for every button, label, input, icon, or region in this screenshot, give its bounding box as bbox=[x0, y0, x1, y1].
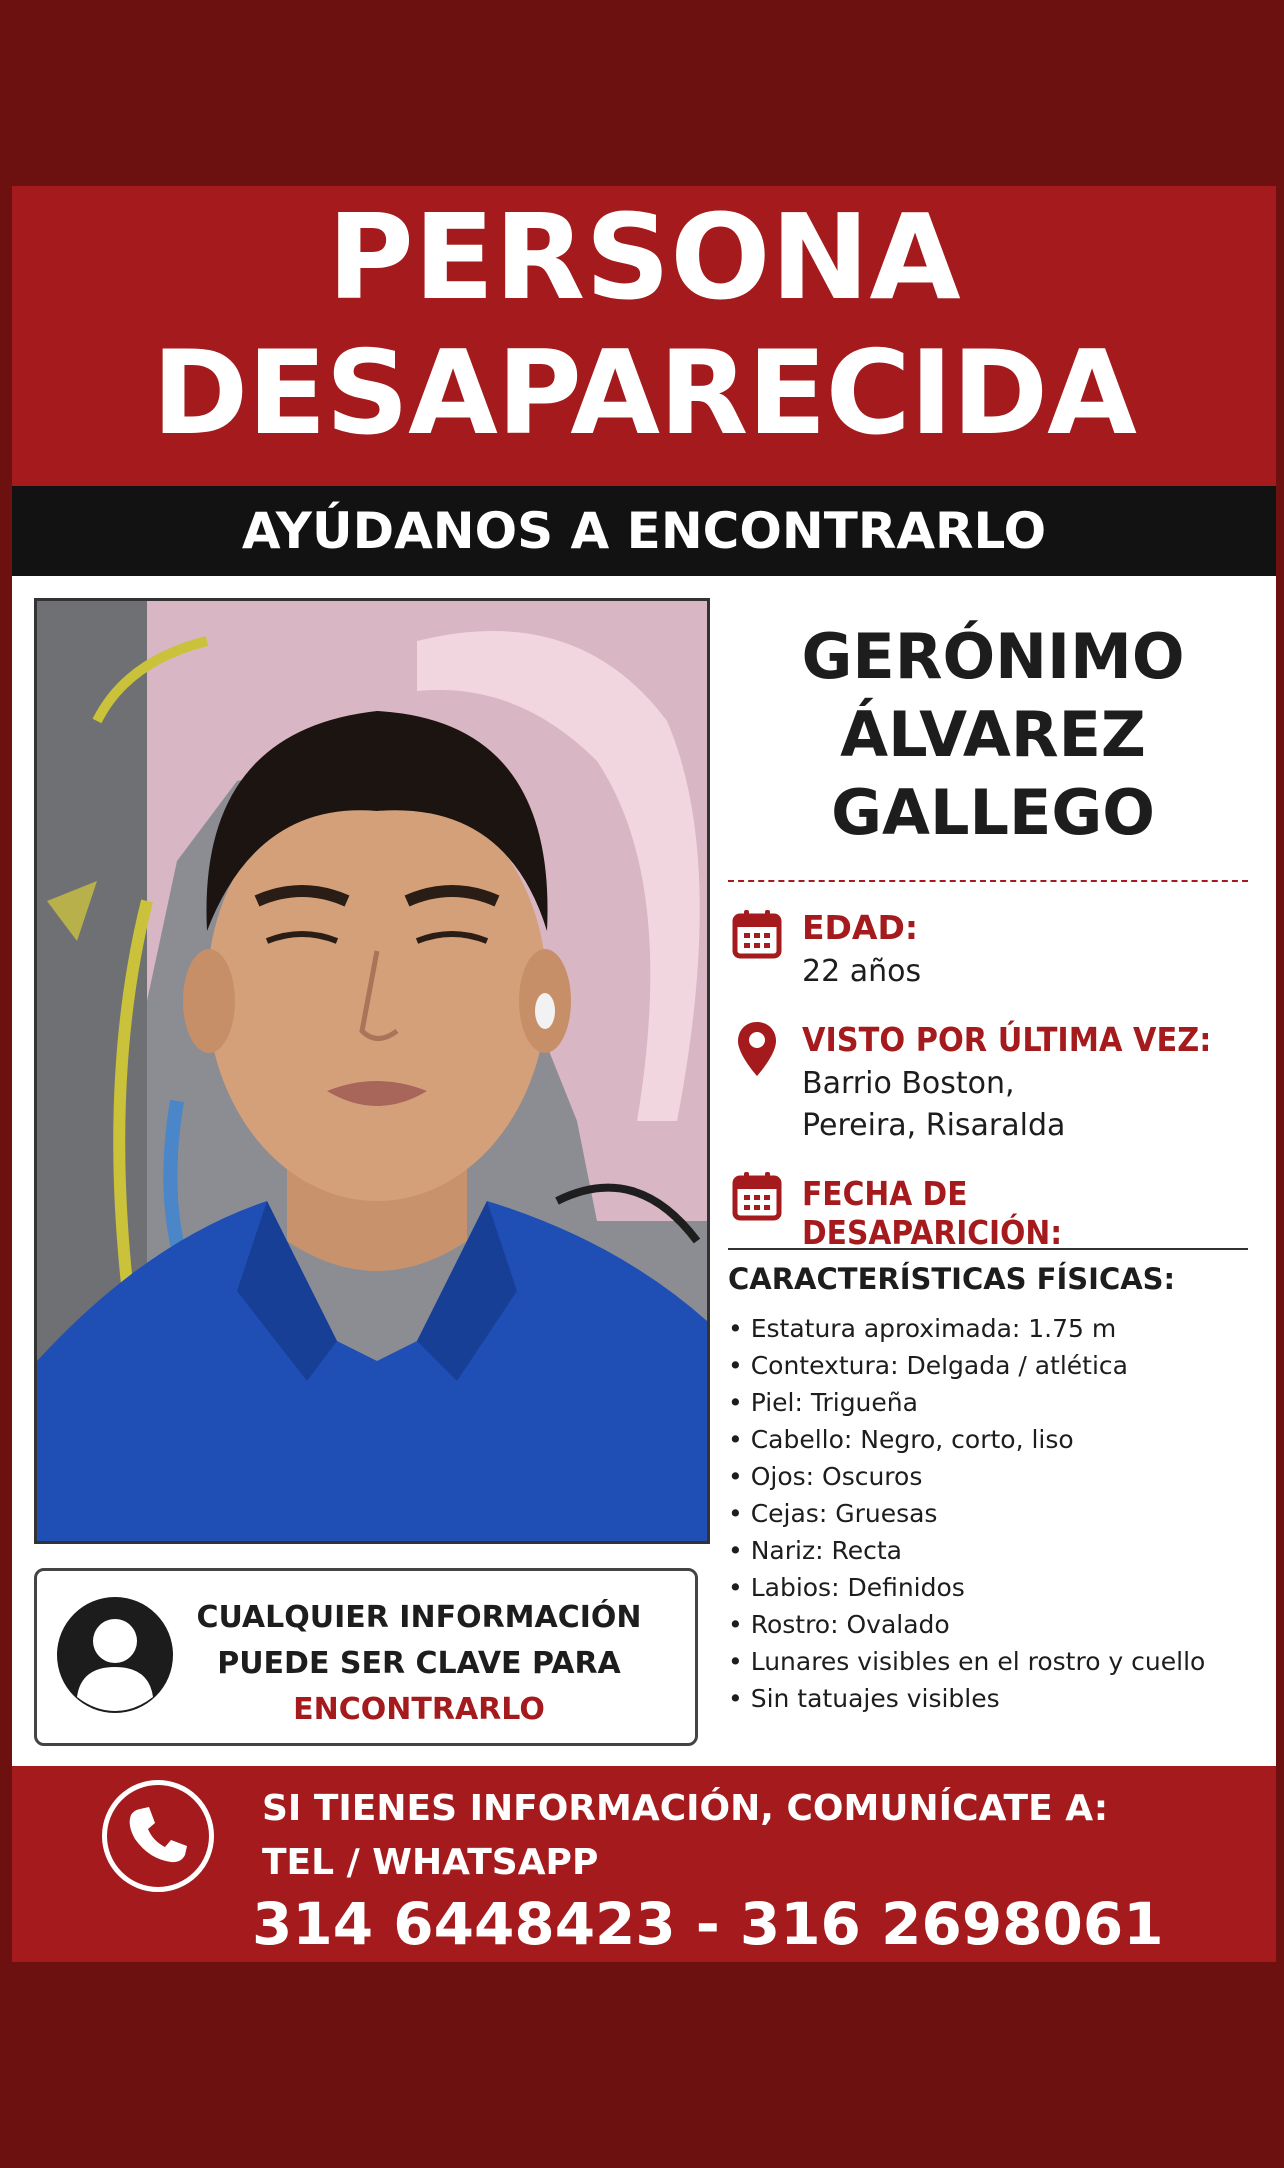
phone-icon-circle bbox=[102, 1780, 214, 1892]
list-item: • Nariz: Recta bbox=[728, 1532, 1205, 1569]
footer-phone-numbers bbox=[252, 1890, 1164, 1958]
phone-separator: - bbox=[695, 1890, 720, 1958]
list-item: • Lunares visibles en el rostro y cuello bbox=[728, 1643, 1205, 1680]
person-name bbox=[728, 618, 1258, 852]
info-callout-box bbox=[34, 1568, 698, 1746]
name-line-1: GERÓNIMO bbox=[801, 620, 1185, 693]
calendar-icon bbox=[732, 1170, 782, 1222]
last-seen-label: VISTO POR ÚLTIMA VEZ: bbox=[802, 1020, 1212, 1059]
missing-person-photo bbox=[34, 598, 710, 1544]
list-item: • Estatura aproximada: 1.75 m bbox=[728, 1310, 1205, 1347]
list-item: • Piel: Trigueña bbox=[728, 1384, 1205, 1421]
missing-person-poster bbox=[12, 186, 1276, 1962]
list-item: • Labios: Definidos bbox=[728, 1569, 1205, 1606]
solid-divider bbox=[728, 1248, 1248, 1250]
list-item: • Cejas: Gruesas bbox=[728, 1495, 1205, 1532]
contact-footer bbox=[12, 1766, 1276, 1962]
characteristics-list bbox=[728, 1310, 1205, 1717]
age-label: EDAD: bbox=[802, 908, 919, 947]
person-avatar-icon bbox=[55, 1593, 175, 1717]
name-line-3: GALLEGO bbox=[831, 776, 1155, 849]
dashed-divider bbox=[728, 880, 1248, 882]
subtitle-bar: AYÚDANOS A ENCONTRARLO bbox=[12, 486, 1276, 576]
list-item: • Contextura: Delgada / atlética bbox=[728, 1347, 1205, 1384]
info-callout-text bbox=[169, 1595, 669, 1733]
footer-contact-text: SI TIENES INFORMACIÓN, COMUNÍCATE A: bbox=[262, 1788, 1109, 1829]
phone-number-1[interactable]: 314 6448423 bbox=[252, 1890, 676, 1958]
location-pin-icon bbox=[736, 1020, 778, 1078]
name-line-2: ÁLVAREZ bbox=[840, 698, 1146, 771]
poster-title-line-2: DESAPARECIDA bbox=[152, 326, 1136, 461]
info-line-3: ENCONTRARLO bbox=[293, 1692, 545, 1727]
phone-icon bbox=[107, 1785, 209, 1887]
footer-tel-label: TEL / WHATSAPP bbox=[262, 1842, 599, 1883]
list-item: • Sin tatuajes visibles bbox=[728, 1680, 1205, 1717]
portrait-illustration bbox=[37, 601, 707, 1541]
list-item: • Rostro: Ovalado bbox=[728, 1606, 1205, 1643]
poster-title-line-1: PERSONA bbox=[327, 188, 961, 326]
last-seen-line-2: Pereira, Risaralda bbox=[802, 1108, 1066, 1143]
last-seen-line-1: Barrio Boston, bbox=[802, 1066, 1015, 1101]
list-item: • Ojos: Oscuros bbox=[728, 1458, 1205, 1495]
info-line-2: PUEDE SER CLAVE PARA bbox=[217, 1646, 621, 1681]
missing-date-label: FECHA DE DESAPARICIÓN: bbox=[802, 1174, 1063, 1252]
calendar-icon bbox=[732, 908, 782, 960]
list-item: • Cabello: Negro, corto, liso bbox=[728, 1421, 1205, 1458]
phone-number-2[interactable]: 316 2698061 bbox=[739, 1890, 1164, 1958]
characteristics-title: CARACTERÍSTICAS FÍSICAS: bbox=[728, 1262, 1176, 1296]
poster-header bbox=[12, 186, 1276, 486]
age-value: 22 años bbox=[802, 954, 922, 989]
info-line-1: CUALQUIER INFORMACIÓN bbox=[196, 1600, 642, 1635]
